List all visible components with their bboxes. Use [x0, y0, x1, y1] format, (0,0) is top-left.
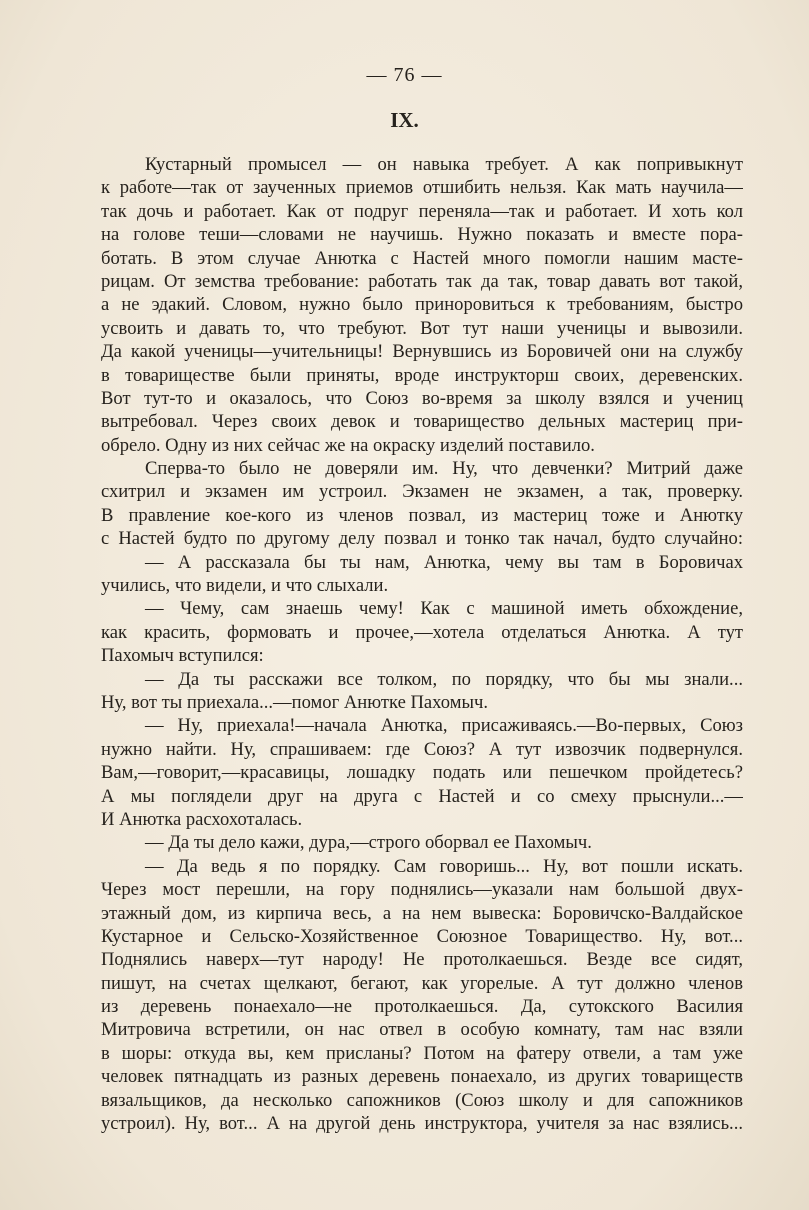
text-line: как красить, формовать и прочее,—хотела отделаться Анютка. А тут [101, 621, 743, 643]
text-line: — А рассказала бы ты нам, Анютка, чему вы там в Боровичах [145, 551, 743, 573]
body-text [101, 153, 743, 1135]
text-line: Митровича встретили, он нас отвел в особую комнату, там нас взяли [101, 1019, 743, 1041]
text-line: — Чему, сам знаешь чему! Как с машиной иметь обхождение, [145, 598, 743, 620]
text-line: устроил). Ну, вот... А на другой день инструктора, учителя за нас взялись... [101, 1113, 743, 1135]
text-line: в товариществе были приняты, вроде инструкторш своих, деревенских. [101, 364, 743, 386]
text-line: схитрил и экзамен им устроил. Экзамен не экзамен, а так, проверку. [101, 481, 743, 503]
text-line: вытребовал. Через своих девок и товарищество дельных мастериц при- [101, 411, 743, 433]
text-line: Вот тут-то и оказалось, что Союз во-время за школу взялся и учениц [101, 387, 743, 409]
text-line: Ну, вот ты приехала...—помог Анютке Пахомыч. [101, 691, 488, 713]
text-line: из деревень понаехало—не протолкаешься. Да, сутокского Василия [101, 996, 743, 1018]
text-line: — Да ты расскажи все толком, по порядку, что бы мы знали... [145, 668, 743, 690]
text-line: — Да ты дело кажи, дура,—строго оборвал ее Пахомыч. [145, 832, 592, 854]
text-line: усвоить и давать то, что требуют. Вот тут наши ученицы и вывозили. [101, 317, 743, 339]
text-line: Через мост перешли, на гору поднялись—указали нам большой двух- [101, 879, 743, 901]
text-line: нужно найти. Ну, спрашиваем: где Союз? А тут извозчик подвернулся. [101, 738, 743, 760]
text-line: так дочь и работает. Как от подруг переняла—так и работает. И хоть кол [101, 200, 743, 222]
text-line: на голове теши—словами не научишь. Нужно показать и вместе пора- [101, 224, 743, 246]
text-line: В правление кое-кого из членов позвал, из мастериц тоже и Анютку [101, 504, 743, 526]
text-line: Сперва-то было не доверяли им. Ну, что девченки? Митрий даже [145, 458, 743, 480]
text-line: А мы поглядели друг на друга с Настей и со смеху прыснули...— [101, 785, 743, 807]
text-line: пишут, на счетах щелкают, бегают, как угорелые. А тут должно членов [101, 972, 743, 994]
text-line: человек пятнадцать из разных деревень понаехало, из других товариществ [101, 1066, 743, 1088]
text-line: вязальщиков, да несколько сапожников (Союз школу и для сапожников [101, 1089, 743, 1111]
text-line: — Ну, приехала!—начала Анютка, присаживаясь.—Во-первых, Союз [145, 715, 743, 737]
text-line: с Настей будто по другому делу позвал и тонко так начал, будто случайно: [101, 528, 743, 550]
text-line: И Анютка расхохоталась. [101, 808, 303, 830]
text-line: Кустарный промысел — он навыка требует. А как попривыкнут [145, 154, 743, 175]
text-line: ботать. В этом случае Анютка с Настей много помогли нашим масте- [101, 247, 743, 269]
text-line: Кустарное и Сельско-Хозяйственное Союзное Товарищество. Ну, вот... [101, 925, 743, 947]
text-line: Да какой ученицы—учительницы! Вернувшись из Боровичей они на службу [101, 341, 743, 363]
page-number: — 76 — [366, 64, 443, 86]
text-line: обрело. Одну из них сейчас же на окраску изделий поставило. [101, 434, 595, 456]
text-line: Вам,—говорит,—красавицы, лошадку подать или пешечком пройдетесь? [101, 762, 743, 784]
text-line: Пахомыч вступился: [101, 645, 264, 667]
text-line: а не эдакий. Словом, нужно было приноровиться к требованиям, быстро [101, 294, 743, 316]
text-line: к работе—так от заученных приемов отшибить нельзя. Как мать научила— [101, 177, 743, 199]
text-line: учились, что видели, и что слыхали. [101, 575, 389, 597]
text-line: в шоры: откуда вы, кем присланы? Потом на фатеру отвели, а там уже [101, 1042, 743, 1064]
chapter-heading: IX. [390, 108, 419, 132]
text-line: Поднялись наверх—тут народу! Не протолкаешься. Везде все сидят, [101, 949, 743, 971]
text-line: рицам. От земства требование: работать так да так, товар давать вот такой, [101, 270, 743, 292]
text-line: — Да ведь я по порядку. Сам говоришь... Ну, вот пошли искать. [145, 855, 743, 877]
text-line: этажный дом, из кирпича весь, а на нем вывеска: Боровичско-Валдайское [101, 902, 743, 924]
